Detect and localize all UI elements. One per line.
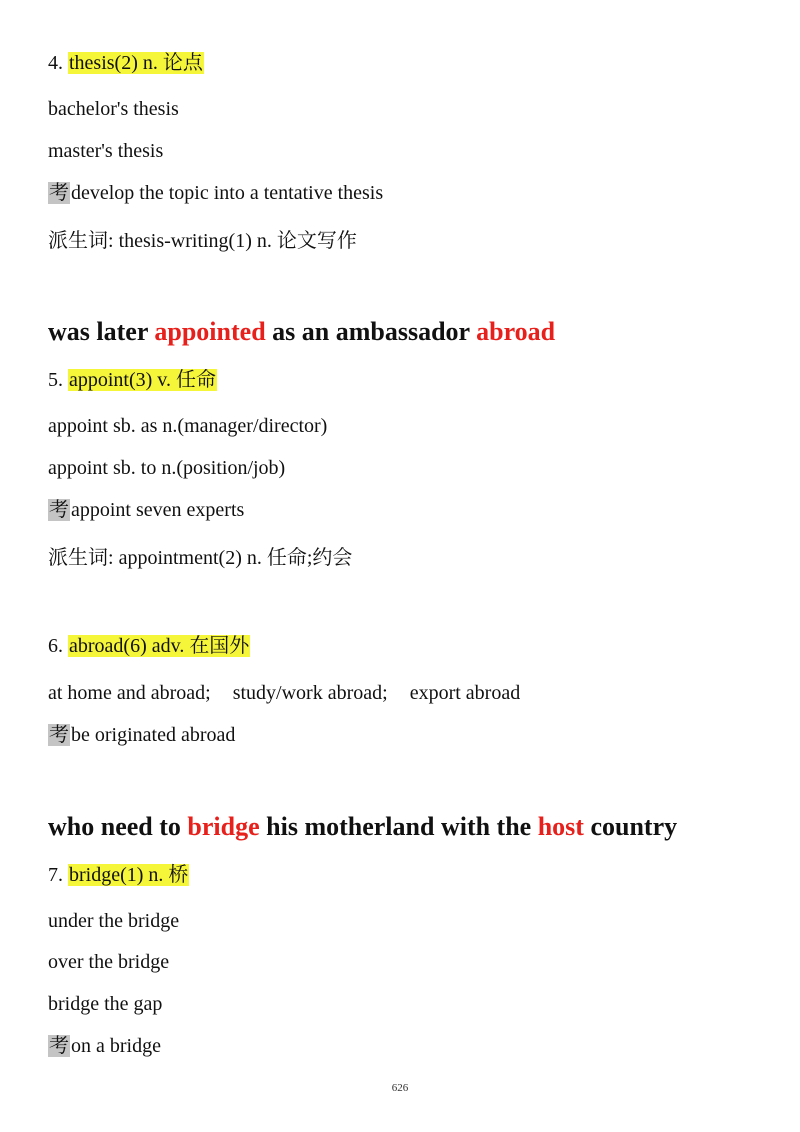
entry-number: 6.	[48, 635, 63, 657]
derived-label: 派生词:	[48, 547, 114, 569]
exam-example	[48, 497, 244, 523]
entry-headword: abroad(6) adv. 在国外	[69, 635, 250, 657]
derived-label: 派生词:	[48, 230, 114, 252]
derived-word	[48, 545, 352, 571]
phrase-row	[48, 680, 520, 706]
exam-mark: 考	[49, 182, 69, 204]
sentence-text: his motherland with the	[259, 812, 538, 841]
entry-number: 5.	[48, 369, 63, 391]
phrase: under the bridge	[48, 910, 180, 932]
exam-mark: 考	[49, 724, 69, 746]
phrase: master's thesis	[48, 140, 164, 162]
phrase: bachelor's thesis	[48, 98, 179, 120]
exam-example	[48, 722, 235, 748]
phrase: over the bridge	[48, 951, 170, 973]
phrase: export abroad	[409, 682, 521, 704]
derived-text: appointment(2) n. 任命;约会	[118, 547, 353, 569]
exam-text: develop the topic into a tentative thesis	[71, 182, 384, 204]
sentence-heading	[48, 810, 677, 844]
keyword: appointed	[154, 317, 266, 346]
exam-example	[48, 1033, 161, 1059]
phrase: at home and abroad;	[48, 682, 211, 704]
entry-number: 4.	[48, 52, 63, 74]
sentence-text: as an ambassador	[265, 317, 477, 346]
exam-mark: 考	[49, 1035, 69, 1057]
sentence-text: was later	[48, 317, 155, 346]
phrase: appoint sb. as n.(manager/director)	[48, 415, 328, 437]
exam-mark: 考	[49, 499, 69, 521]
sentence-text: who need to	[48, 812, 188, 841]
derived-word	[48, 228, 357, 254]
sentence-heading	[48, 315, 555, 349]
phrase: bridge the gap	[48, 993, 163, 1015]
entry-appoint	[48, 367, 217, 393]
phrase: study/work abroad;	[232, 682, 388, 704]
phrase: appoint sb. to n.(position/job)	[48, 457, 286, 479]
derived-text: thesis-writing(1) n. 论文写作	[118, 230, 357, 252]
keyword: host	[537, 812, 584, 841]
exam-text: on a bridge	[71, 1035, 161, 1057]
sentence-text: country	[583, 812, 678, 841]
entry-thesis	[48, 50, 204, 76]
keyword: bridge	[187, 812, 260, 841]
exam-text: appoint seven experts	[71, 499, 245, 521]
entry-headword: bridge(1) n. 桥	[69, 864, 189, 886]
page-number: 626	[391, 1082, 409, 1094]
entry-headword: appoint(3) v. 任命	[69, 369, 217, 391]
entry-abroad	[48, 633, 250, 659]
entry-bridge	[48, 862, 189, 888]
keyword: abroad	[476, 317, 556, 346]
exam-text: be originated abroad	[71, 724, 236, 746]
exam-example	[48, 180, 383, 206]
entry-number: 7.	[48, 864, 63, 886]
entry-headword: thesis(2) n. 论点	[69, 52, 203, 74]
